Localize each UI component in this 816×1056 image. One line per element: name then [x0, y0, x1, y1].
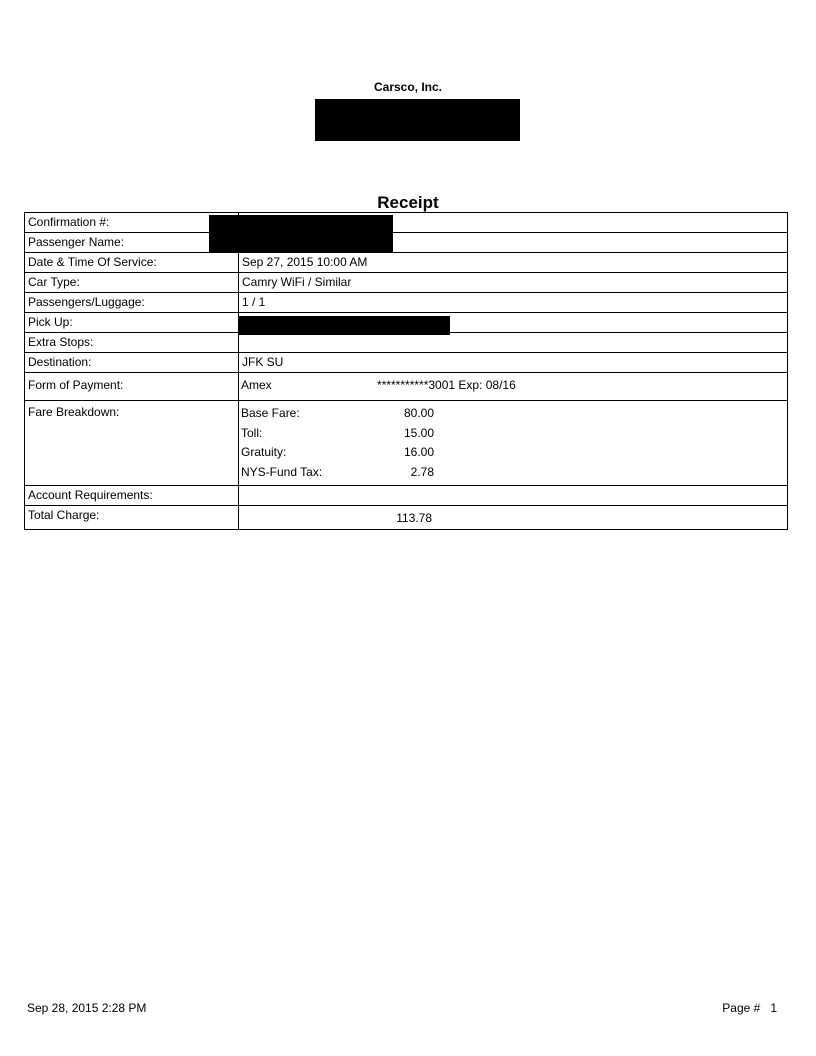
value-total [239, 506, 788, 530]
fare-toll-label: Toll: [241, 425, 263, 440]
fare-gratuity-label: Gratuity: [241, 445, 287, 459]
printed-timestamp: Sep 28, 2015 2:28 PM [27, 1001, 147, 1015]
row-extra-stops [25, 333, 788, 353]
value-destination: JFK SU [239, 353, 788, 373]
total-charge-amount: 113.78 [396, 511, 432, 525]
value-account-req [239, 486, 788, 506]
row-account-req [25, 486, 788, 506]
label-fare: Fare Breakdown: [25, 401, 239, 486]
redacted-pickup-address [238, 316, 450, 335]
label-confirmation: Confirmation #: [25, 213, 239, 233]
fare-tax-amount: 2.78 [410, 464, 434, 479]
row-fare [25, 401, 788, 486]
fare-gratuity-amount: 16.00 [403, 445, 434, 459]
value-payment [239, 373, 788, 401]
row-pax-luggage [25, 293, 788, 313]
row-payment [25, 373, 788, 401]
value-fare [239, 401, 788, 486]
label-car-type: Car Type: [25, 273, 239, 293]
value-service-datetime: Sep 27, 2015 10:00 AM [239, 253, 788, 273]
page-label: Page # [722, 1001, 761, 1015]
fare-tax-label: NYS-Fund Tax: [241, 464, 323, 479]
row-car-type [25, 273, 788, 293]
payment-card-number: ***********3001 Exp: 08/16 [377, 378, 516, 392]
fare-line-tax [241, 463, 787, 483]
value-car-type: Camry WiFi / Similar [239, 273, 788, 293]
page-number [722, 1001, 777, 1015]
label-pickup: Pick Up: [25, 313, 239, 333]
value-pax-luggage: 1 / 1 [239, 293, 788, 313]
row-destination [25, 353, 788, 373]
page-number-value: 1 [770, 1001, 777, 1015]
fare-line-base [241, 404, 787, 424]
row-total [25, 506, 788, 530]
fare-line-toll [241, 424, 787, 444]
row-confirmation [25, 213, 788, 233]
row-service-datetime [25, 253, 788, 273]
label-payment: Form of Payment: [25, 373, 239, 401]
redacted-address-block [315, 99, 520, 141]
company-name: Carsco, Inc. [373, 80, 443, 94]
value-extra-stops [239, 333, 788, 353]
label-total: Total Charge: [25, 506, 239, 530]
fare-base-label: Base Fare: [241, 406, 300, 420]
receipt-title: Receipt [377, 193, 439, 212]
row-passenger [25, 233, 788, 253]
fare-line-gratuity [241, 443, 787, 463]
label-service-datetime: Date & Time Of Service: [25, 253, 239, 273]
label-destination: Destination: [25, 353, 239, 373]
label-pax-luggage: Passengers/Luggage: [25, 293, 239, 313]
label-account-req: Account Requirements: [25, 486, 239, 506]
payment-method: Amex [241, 378, 272, 392]
fare-toll-amount: 15.00 [403, 425, 434, 440]
label-passenger: Passenger Name: [25, 233, 239, 253]
fare-base-amount: 80.00 [403, 406, 434, 420]
receipt-table [24, 212, 788, 530]
label-extra-stops: Extra Stops: [25, 333, 239, 353]
redacted-confirmation-passenger [209, 215, 393, 252]
